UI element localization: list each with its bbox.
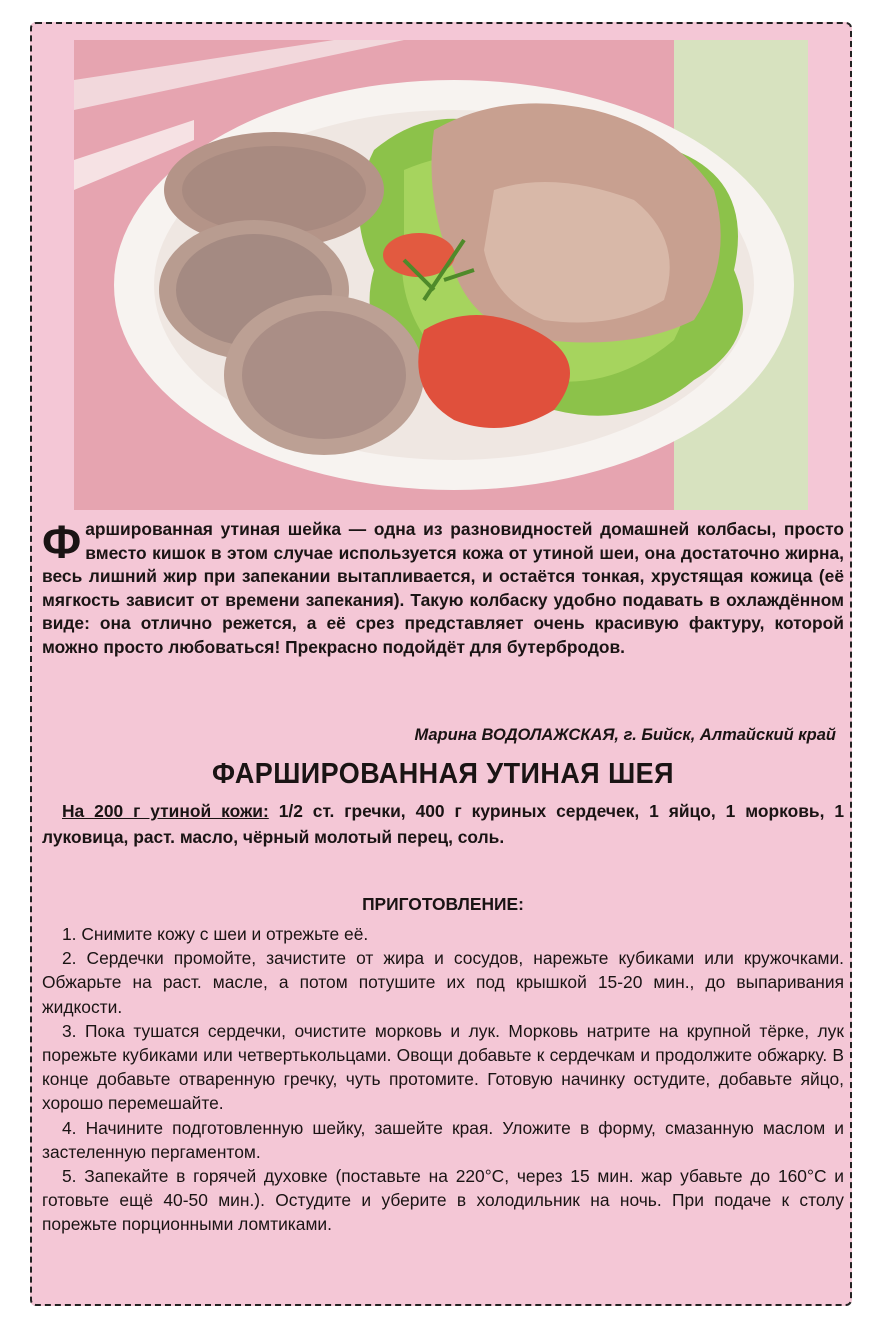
recipe-title: ФАРШИРОВАННАЯ УТИНАЯ ШЕЯ bbox=[212, 758, 674, 790]
intro-paragraph bbox=[42, 518, 844, 659]
recipe-card bbox=[30, 22, 852, 1306]
author-signature: Марина ВОДОЛАЖСКАЯ, г. Бийск, Алтайский край bbox=[414, 726, 836, 744]
ingredients-text: 1/2 ст. гречки, 400 г куриных сердечек, 1 яйцо, 1 морковь, 1 луковица, раст. масло, чёрный молотый перец, соль. bbox=[42, 801, 844, 847]
drop-cap: Ф bbox=[42, 516, 82, 568]
step-item: 1. Снимите кожу с шеи и отрежьте её. bbox=[62, 924, 369, 944]
intro-text: аршированная утиная шейка — одна из разновидностей домашней колбасы, просто вместо кишок в этом случае используется кожа от утиной шеи, она достаточно жирна, весь лишний жир при запекании вытапливается, и остаётся тонкая, хрустящая кожица (её мягкость зависит от времени запекания). Такую колбаску удобно подавать в охлаждённом виде: она отлично режется, а её срез представляет очень красивую фактуру, которой можно просто любоваться! Прекрасно подойдёт для бутербродов. bbox=[42, 519, 844, 657]
preparation-steps bbox=[42, 922, 844, 1237]
step-item: 3. Пока тушатся сердечки, очистите морковь и лук. Морковь натрите на крупной тёрке, лук порежьте кубиками или четвертькольцами. Овощи добавьте к сердечкам и продолжите обжарку. В конце добавьте отваренную гречку, чуть протомите. Готовую начинку остудите, добавьте яйцо, хорошо перемешайте. bbox=[42, 1020, 844, 1114]
step-item: 4. Начините подготовленную шейку, зашейте края. Уложите в форму, смазанную маслом и застеленную пергаментом. bbox=[42, 1117, 844, 1162]
dish-illustration bbox=[74, 40, 808, 510]
preparation-heading: ПРИГОТОВЛЕНИЕ: bbox=[362, 894, 524, 914]
step-item: 5. Запекайте в горячей духовке (поставьте на 220°С, через 15 мин. жар убавьте до 160°С и готовьте ещё 40-50 мин.). Остудите и уберите в холодильник на ночь. При подаче к столу порежьте порционными ломтиками. bbox=[42, 1166, 844, 1235]
ingredients-paragraph bbox=[42, 798, 844, 850]
step-item: 2. Сердечки промойте, зачистите от жира и сосудов, нарежьте кубиками или кружочками. Обжарьте на раст. масле, а потом потушите их под крышкой 15-20 мин., до выпаривания жидкости. bbox=[42, 948, 844, 1017]
dish-photo bbox=[74, 40, 808, 510]
ingredients-label: На 200 г утиной кожи: bbox=[62, 801, 269, 821]
